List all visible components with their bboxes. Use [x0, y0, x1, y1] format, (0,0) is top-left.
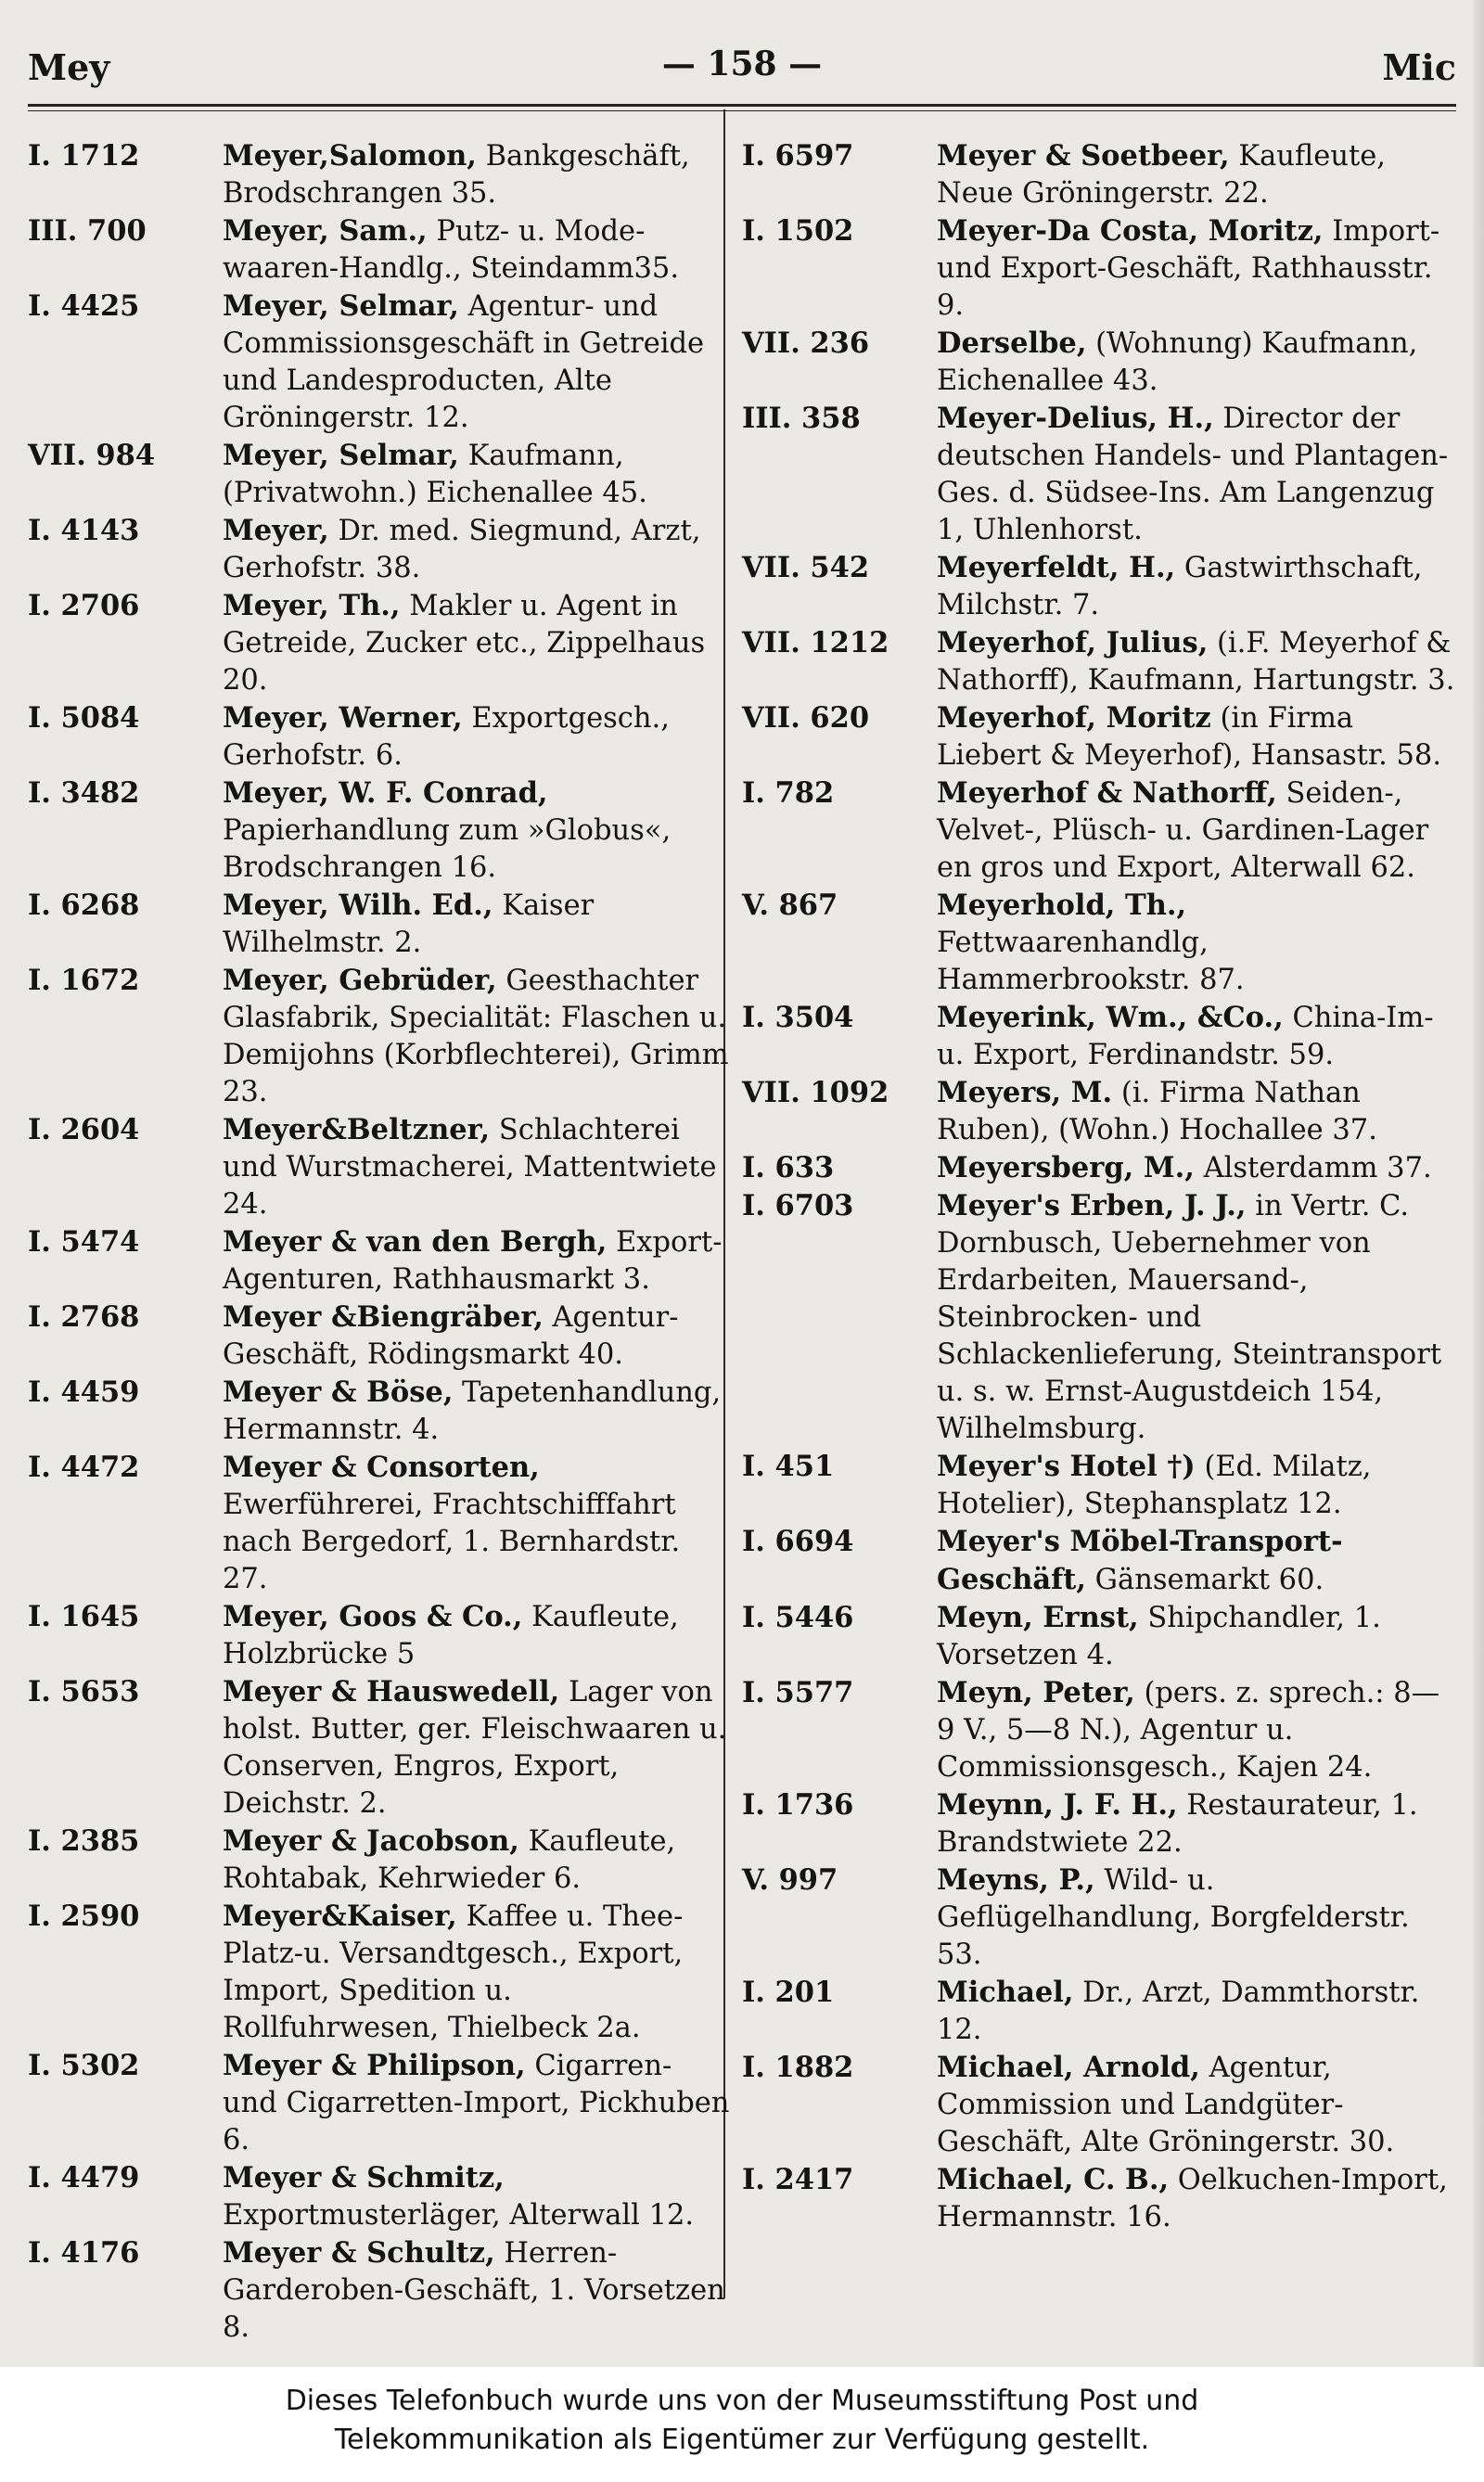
footer-line-2: Telekommunikation als Eigentümer zur Verfügung gestellt.: [334, 2424, 1150, 2456]
entry-name: Meyns, P.,: [937, 1863, 1095, 1897]
phone-number: I. 4459: [28, 1375, 140, 1409]
phone-number: III. 700: [28, 214, 147, 248]
directory-entry: [28, 1598, 733, 1673]
phone-number: I. 451: [742, 1450, 835, 1483]
directory-entry: [742, 1786, 1456, 1862]
phone-number: I. 6597: [742, 139, 854, 173]
entry-name: Meyer & Hauswedell,: [223, 1675, 560, 1708]
phone-number: I. 5446: [742, 1601, 854, 1634]
entry-name: Meyer, Werner,: [223, 701, 463, 735]
entry-details: Dr. med. Siegmund, Arzt, Gerhofstr. 38.: [223, 515, 701, 584]
phone-number: I. 6694: [742, 1525, 854, 1558]
directory-entry: [742, 325, 1456, 400]
phone-number: I. 4472: [28, 1451, 140, 1484]
entry-name: Meyer & Schultz,: [223, 2236, 495, 2270]
entry-name: Meyer-Da Costa, Moritz,: [937, 214, 1324, 248]
phone-number: I. 2768: [28, 1300, 140, 1334]
entry-details: (in Firma Liebert & Meyerhof), Hansastr. 58.: [937, 702, 1442, 772]
directory-entry: [28, 774, 733, 887]
phone-number: I. 1645: [28, 1600, 140, 1633]
directory-entry: [28, 1898, 733, 2047]
phone-number: I. 1502: [742, 214, 854, 248]
entry-name: Meyer&Beltzner,: [223, 1113, 491, 1146]
directory-entry: [742, 549, 1456, 624]
entry-name: Meyerhof, Moritz: [937, 701, 1211, 735]
entry-name: Meyer & Böse,: [223, 1375, 454, 1409]
entry-details: Ewerführerei, Frachtschifffahrt nach Bergedorf, 1. Bernhardstr. 27.: [223, 1489, 681, 1595]
phone-number: I. 782: [742, 776, 835, 810]
directory-entry: [742, 1599, 1456, 1674]
entry-name: Meyer, Gebrüder,: [223, 964, 497, 997]
entry-details: Kaufleute, Neue Gröningerstr. 22.: [937, 140, 1386, 210]
phone-number: VII. 236: [742, 326, 870, 360]
entry-details: China-Im- u. Export, Ferdinandstr. 59.: [937, 1002, 1434, 1071]
entry-details: Lager von holst. Butter, ger. Fleischwaaren u. Conserven, Engros, Export, Deichstr. 2.: [223, 1676, 727, 1820]
entry-details: Geesthachter Glasfabrik, Specialität: Flaschen u. Demijohns (Korbflechterei), Grimm 23.: [223, 965, 729, 1108]
entry-name: Meyer,: [223, 514, 329, 547]
entry-details: Wild- u. Geflügelhandlung, Borgfelderstr. 53.: [937, 1864, 1410, 1971]
entry-details: Tapetenhandlung, Hermannstr. 4.: [223, 1376, 722, 1446]
entry-name: Meyers, M.: [937, 1076, 1113, 1109]
page-number: — 158 —: [661, 45, 823, 83]
entry-name: Meyer & Philipson,: [223, 2049, 526, 2082]
entry-name: Meyer, Selmar,: [223, 439, 459, 472]
entry-details: Alsterdamm 37.: [1203, 1152, 1432, 1184]
entry-name: Michael, C. B.,: [937, 2163, 1170, 2196]
entry-details: (Ed. Milatz, Hotelier), Stephansplatz 12.: [937, 1451, 1372, 1520]
phone-number: I. 4143: [28, 514, 140, 547]
entry-name: Meyer, Wilh. Ed.,: [223, 889, 493, 922]
directory-entry: [742, 137, 1456, 212]
entry-name: Meyn, Peter,: [937, 1676, 1135, 1709]
entry-name: Meyer & Schmitz,: [223, 2161, 505, 2194]
entry-details: Kaffee u. Thee-Platz-u. Versandtgesch., Export, Import, Spedition u. Rollfuhrwesen, Thielbeck 2a.: [223, 1900, 684, 2044]
entry-details: Exportgesch., Gerhofstr. 6.: [223, 702, 670, 772]
directory-entry: [28, 2234, 733, 2347]
entry-name: Meyer & van den Bergh,: [223, 1225, 608, 1259]
page-header: [28, 37, 1456, 102]
phone-number: I. 4479: [28, 2161, 140, 2194]
entry-details: Import- und Export-Geschäft, Rathhausstr. 9.: [937, 215, 1440, 322]
entry-details: Restaurateur, 1. Brandstwiete 22.: [937, 1789, 1418, 1859]
entry-name: Meyer's Möbel-Transport-Geschäft,: [937, 1525, 1343, 1596]
phone-number: I. 1672: [28, 964, 140, 997]
left-column: [28, 137, 733, 2347]
phone-number: V. 867: [742, 889, 838, 922]
entry-name: Meyerfeldt, H.,: [937, 551, 1176, 584]
entry-details: Putz- u. Mode-waaren-Handlg., Steindamm35.: [223, 215, 680, 285]
footer-line-1: Dieses Telefonbuch wurde uns von der Museumsstiftung Post und: [285, 2385, 1199, 2417]
entry-details: Papierhandlung zum »Globus«, Brodschrangen 16.: [223, 814, 672, 884]
entry-details: (Wohnung) Kaufmann, Eichenallee 43.: [937, 327, 1418, 397]
phone-number: VII. 542: [742, 551, 870, 584]
footer-notice: [0, 2367, 1484, 2482]
phone-number: I. 633: [742, 1151, 835, 1184]
directory-entry: [28, 1823, 733, 1898]
entry-details: Gänsemarkt 60.: [1094, 1564, 1324, 1596]
entry-name: Meyerhof & Nathorff,: [937, 776, 1277, 810]
header-rule: [28, 104, 1456, 111]
phone-number: I. 1712: [28, 139, 140, 173]
entry-details: Oelkuchen-Import, Hermannstr. 16.: [937, 2164, 1448, 2233]
directory-entry: [28, 212, 733, 288]
phone-number: I. 2417: [742, 2163, 854, 2196]
directory-entry: [28, 1111, 733, 1223]
entry-name: Meyer & Consorten,: [223, 1451, 540, 1484]
phone-number: I. 1882: [742, 2051, 854, 2084]
phone-number: I. 2706: [28, 589, 140, 622]
phone-number: I. 4176: [28, 2236, 140, 2270]
directory-entry: [28, 1449, 733, 1598]
entry-name: Derselbe,: [937, 326, 1087, 360]
phone-number: I. 3482: [28, 776, 140, 810]
header-left-keyword: Mey: [28, 46, 110, 88]
page-edge: [1473, 0, 1484, 2367]
entry-name: Meyer & Jacobson,: [223, 1824, 519, 1858]
entry-details: Dr., Arzt, Dammthorstr. 12.: [937, 1977, 1420, 2046]
entry-name: Meyer, Th.,: [223, 589, 401, 622]
entry-details: Makler u. Agent in Getreide, Zucker etc., Zippelhaus 20.: [223, 590, 706, 697]
entry-name: Michael, Arnold,: [937, 2051, 1200, 2084]
directory-entry: [28, 437, 733, 512]
entry-details: Kaufmann, (Privatwohn.) Eichenallee 45.: [223, 440, 647, 509]
header-right-keyword: Mic: [1382, 46, 1456, 88]
entry-details: Gastwirthschaft, Milchstr. 7.: [937, 552, 1423, 621]
entry-name: Meyer &Biengräber,: [223, 1300, 544, 1334]
directory-entry: [742, 1074, 1456, 1149]
entry-details: Exportmusterläger, Alterwall 12.: [223, 2199, 695, 2232]
phone-number: I. 5653: [28, 1675, 140, 1708]
directory-entry: [742, 212, 1456, 325]
directory-entry: [28, 1223, 733, 1299]
directory-entry: [742, 774, 1456, 887]
entry-name: Meyer,Salomon,: [223, 139, 477, 173]
phone-number: I. 4425: [28, 289, 140, 323]
entry-details: Seiden-, Velvet-, Plüsch- u. Gardinen-Lager en gros und Export, Alterwall 62.: [937, 777, 1429, 884]
directory-entry: [742, 1149, 1456, 1187]
phone-number: III. 358: [742, 402, 861, 435]
entry-name: Meyer, W. F. Conrad,: [223, 776, 548, 810]
entry-name: Meyer, Selmar,: [223, 289, 459, 323]
entry-name: Meyn, Ernst,: [937, 1601, 1139, 1634]
entry-details: Cigarren- und Cigarretten-Import, Pickhuben 6.: [223, 2050, 730, 2156]
entry-details: Agentur-Geschäft, Rödingsmarkt 40.: [223, 1301, 679, 1371]
directory-entry: [28, 962, 733, 1111]
phone-number: I. 2385: [28, 1824, 140, 1858]
phone-number: I. 2590: [28, 1900, 140, 1933]
entry-details: Agentur, Commission und Landgüter-Geschäft, Alte Gröningerstr. 30.: [937, 2052, 1395, 2158]
entry-details: Herren-Garderoben-Geschäft, 1. Vorsetzen 8.: [223, 2237, 725, 2344]
phone-number: I. 6268: [28, 889, 140, 922]
phone-number: I. 6703: [742, 1189, 854, 1222]
entry-name: Meynn, J. F. H.,: [937, 1788, 1178, 1822]
entry-details: Bankgeschäft, Brodschrangen 35.: [223, 140, 690, 210]
entry-name: Meyer's Hotel †): [937, 1450, 1196, 1483]
phone-number: I. 2604: [28, 1113, 140, 1146]
phone-number: I. 201: [742, 1976, 835, 2009]
phone-number: VII. 984: [28, 439, 156, 472]
directory-entry: [28, 2047, 733, 2159]
entry-details: (i. Firma Nathan Ruben), (Wohn.) Hochallee 37.: [937, 1077, 1377, 1146]
entry-details: Schlachterei und Wurstmacherei, Mattentwiete 24.: [223, 1114, 717, 1221]
entry-name: Meyer's Erben, J. J.,: [937, 1189, 1247, 1222]
directory-entry: [28, 2159, 733, 2234]
phone-number: I. 5474: [28, 1225, 140, 1259]
directory-entry: [742, 624, 1456, 699]
phone-number: I. 3504: [742, 1001, 854, 1034]
entry-name: Meyerhof, Julius,: [937, 626, 1209, 659]
entry-name: Meyer-Delius, H.,: [937, 402, 1214, 435]
entry-name: Meyer, Sam.,: [223, 214, 428, 248]
entry-details: Agentur- und Commissionsgeschäft in Getreide und Landesproducten, Alte Gröningerstr. 12.: [223, 290, 705, 434]
directory-entry: [742, 1187, 1456, 1448]
entry-details: Kaufleute, Holzbrücke 5: [223, 1601, 679, 1670]
entry-details: Kaiser Wilhelmstr. 2.: [223, 889, 595, 959]
entry-name: Meyerink, Wm., &Co.,: [937, 1001, 1284, 1034]
directory-entry: [28, 137, 733, 212]
directory-entry: [742, 999, 1456, 1074]
entry-name: Meyerhold, Th.,: [937, 889, 1187, 922]
directory-entry: [28, 288, 733, 437]
entry-name: Meyer, Goos & Co.,: [223, 1600, 523, 1633]
directory-entry: [742, 400, 1456, 549]
entry-details: Shipchandler, 1. Vorsetzen 4.: [937, 1602, 1381, 1671]
phone-number: VII. 1092: [742, 1076, 889, 1109]
directory-entry: [28, 887, 733, 962]
phone-number: I. 5577: [742, 1676, 854, 1709]
entry-name: Meyer & Soetbeer,: [937, 139, 1230, 173]
directory-entry: [28, 587, 733, 699]
entry-details: Export-Agenturen, Rathhausmarkt 3.: [223, 1226, 723, 1296]
directory-entry: [28, 1673, 733, 1823]
entry-details: in Vertr. C. Dornbusch, Uebernehmer von Erdarbeiten, Mauersand-, Steinbrocken- und Schlackenlieferung, Steintransport u. s. w. Ernst-Augustdeich 154, Wilhelmsburg.: [937, 1190, 1442, 1445]
directory-entry: [742, 887, 1456, 999]
directory-entry: [28, 699, 733, 774]
directory-entry: [742, 2161, 1456, 2236]
directory-entry: [28, 1299, 733, 1374]
entry-name: Meyer&Kaiser,: [223, 1900, 457, 1933]
directory-entry: [742, 2049, 1456, 2161]
directory-entry: [742, 1862, 1456, 1974]
entry-details: (pers. z. sprech.: 8—9 V., 5—8 N.), Agentur u. Commissionsgesch., Kajen 24.: [937, 1677, 1440, 1784]
directory-entry: [742, 1974, 1456, 2049]
phone-number: I. 5302: [28, 2049, 140, 2082]
directory-entry: [742, 699, 1456, 774]
entry-details: Kaufleute, Rohtabak, Kehrwieder 6.: [223, 1825, 676, 1895]
directory-entry: [28, 512, 733, 587]
directory-entry: [742, 1674, 1456, 1786]
phone-number: VII. 1212: [742, 626, 889, 659]
entry-details: Fettwaarenhandlg, Hammerbrookstr. 87.: [937, 927, 1245, 996]
entry-details: (i.F. Meyerhof & Nathorff), Kaufmann, Hartungstr. 3.: [937, 627, 1455, 697]
directory-entry: [742, 1448, 1456, 1523]
entry-name: Meyersberg, M.,: [937, 1151, 1195, 1184]
directory-entry: [742, 1523, 1456, 1599]
entry-name: Michael,: [937, 1976, 1074, 2009]
directory-entry: [28, 1374, 733, 1449]
phone-number: I. 5084: [28, 701, 140, 735]
entry-details: Director der deutschen Handels- und Plantagen-Ges. d. Südsee-Ins. Am Langenzug 1, Uhlenhorst.: [937, 403, 1449, 546]
phone-number: V. 997: [742, 1863, 838, 1897]
phone-number: VII. 620: [742, 701, 870, 735]
right-column: [742, 137, 1456, 2236]
phone-number: I. 1736: [742, 1788, 854, 1822]
